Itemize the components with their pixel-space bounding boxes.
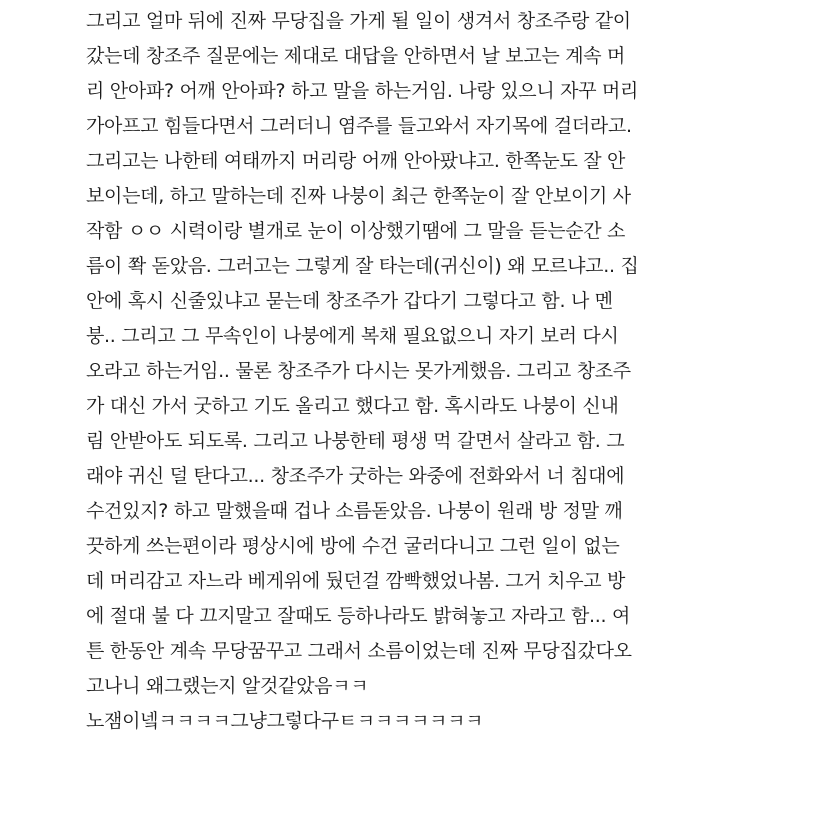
post-line-8: 름이 쫙 돋았음. 그러고는 그렇게 잘 타는데(귀신이) 왜 모르냐고.. 집 [86, 255, 639, 277]
post-line-15: 수건있지? 하고 말했을때 겁나 소름돋았음. 나붕이 원래 방 정말 깨 [86, 500, 623, 522]
post-line-17: 데 머리감고 자느라 베게위에 뒀던걸 깜빡했었나봄. 그거 치우고 방 [86, 570, 626, 592]
post-line-1: 그리고 얼마 뒤에 진짜 무당집을 가게 될 일이 생겨서 창조주랑 같이 [86, 10, 631, 32]
post-line-19: 튼 한동안 계속 무당꿈꾸고 그래서 소름이었는데 진짜 무당집갔다오 [86, 640, 632, 662]
post-line-11: 오라고 하는거임.. 물론 창조주가 다시는 못가게했음. 그리고 창조주 [86, 360, 631, 382]
post-body [86, 4, 736, 739]
post-line-18: 에 절대 불 다 끄지말고 잘때도 등하나라도 밝혀놓고 자라고 함... 여 [86, 605, 631, 627]
post-line-9: 안에 혹시 신줄있냐고 묻는데 창조주가 갑다기 그렇다고 함. 나 멘 [86, 290, 613, 312]
post-line-5: 그리고는 나한테 여태까지 머리랑 어깨 안아팠냐고. 한쪽눈도 잘 안 [86, 150, 626, 172]
post-line-13: 림 안받아도 되도록. 그리고 나붕한테 평생 먹 갈면서 살라고 함. 그 [86, 430, 625, 452]
post-line-2: 갔는데 창조주 질문에는 제대로 대답을 안하면서 날 보고는 계속 머 [86, 45, 626, 67]
post-line-12: 가 대신 가서 굿하고 기도 올리고 했다고 함. 혹시라도 나붕이 신내 [86, 395, 619, 417]
post-line-21: 노잼이넼ㅋㅋㅋㅋ그냥그렇다구ㅌㅋㅋㅋㅋㅋㅋㅋ [86, 710, 484, 732]
post-line-16: 끗하게 쓰는편이라 평상시에 방에 수건 굴러다니고 그런 일이 없는 [86, 535, 620, 557]
post-line-20: 고나니 왜그랬는지 알것같았음ㅋㅋ [86, 675, 369, 697]
post-line-3: 리 안아파? 어깨 안아파? 하고 말을 하는거임. 나랑 있으니 자꾸 머리 [86, 80, 639, 102]
post-line-10: 붕.. 그리고 그 무속인이 나붕에게 복채 필요없으니 자기 보러 다시 [86, 325, 619, 347]
post-line-14: 래야 귀신 덜 탄다고... 창조주가 굿하는 와중에 전화와서 너 침대에 [86, 465, 625, 487]
post-line-7: 작함 ㅇㅇ 시력이랑 별개로 눈이 이상했기땜에 그 말을 듣는순간 소 [86, 220, 626, 242]
post-line-6: 보이는데, 하고 말하는데 진짜 나붕이 최근 한쪽눈이 잘 안보이기 사 [86, 185, 631, 207]
post-line-4: 가아프고 힘들다면서 그러더니 염주를 들고와서 자기목에 걸더라고. [86, 115, 632, 137]
